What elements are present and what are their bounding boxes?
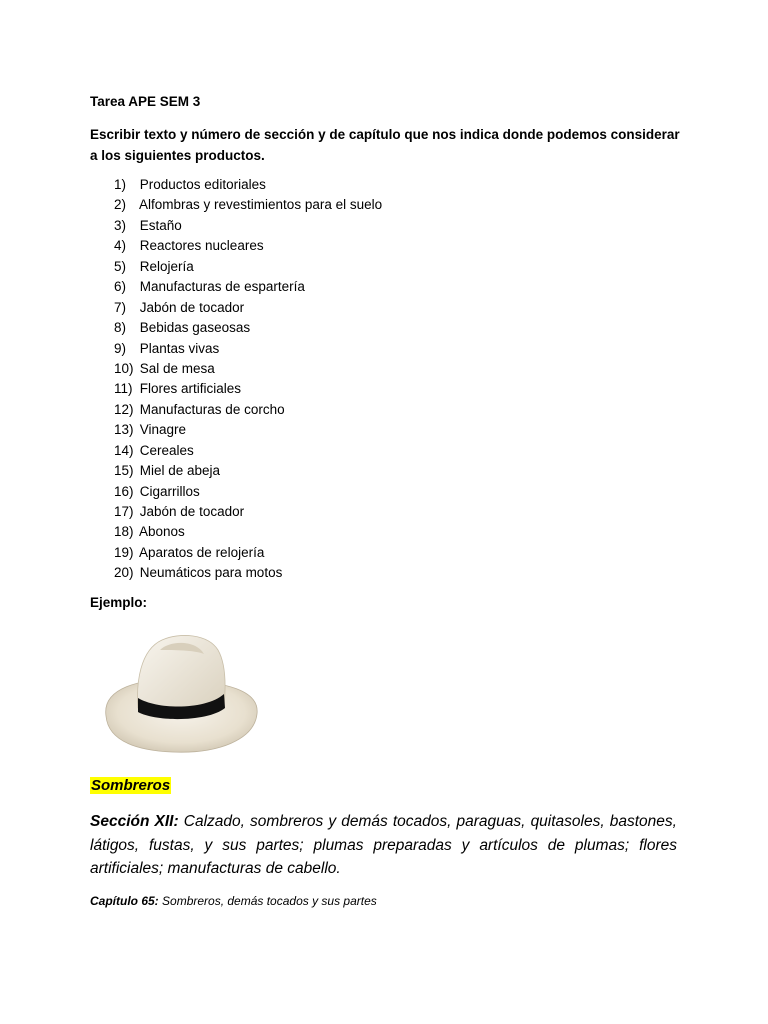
list-item	[114, 359, 382, 379]
list-item-label: Abonos	[139, 524, 185, 540]
chapter-description	[90, 894, 377, 908]
panama-hat-image	[100, 628, 262, 758]
list-item-number: 16)	[114, 483, 134, 499]
list-item-number: 5)	[114, 258, 127, 274]
section-text: Calzado, sombreros y demás tocados, paraguas, quitasoles, bastones, látigos, fustas, y sus partes; plumas preparadas y artículos de plumas; flores artificiales; manufacturas de cabello.	[90, 813, 677, 877]
list-item-number: 3)	[114, 217, 127, 233]
list-item-number: 18)	[114, 524, 134, 540]
list-item-label: Cereales	[139, 442, 194, 458]
list-item-label: Bebidas gaseosas	[139, 320, 251, 336]
list-item	[114, 441, 382, 461]
list-item-label: Jabón de tocador	[139, 299, 245, 315]
list-item-number: 8)	[114, 320, 127, 336]
list-item-number: 1)	[114, 177, 127, 192]
list-item	[114, 175, 382, 195]
list-item	[114, 277, 382, 297]
list-item-label: Reactores nucleares	[139, 238, 264, 254]
chapter-text: Sombreros, demás tocados y sus partes	[162, 894, 377, 908]
example-label: Ejemplo:	[90, 595, 148, 610]
list-item-number: 13)	[114, 422, 134, 438]
list-item-number: 15)	[114, 463, 134, 479]
chapter-label: Capítulo 65:	[90, 894, 159, 908]
list-item-number: 20)	[114, 565, 134, 581]
list-item-label: Manufacturas de espartería	[139, 279, 305, 295]
list-item	[114, 482, 382, 502]
list-item	[114, 318, 382, 338]
list-item-number: 19)	[114, 544, 134, 560]
list-item-number: 7)	[114, 299, 127, 315]
list-item-number: 17)	[114, 504, 134, 519]
list-item	[114, 502, 382, 522]
section-label: Sección XII:	[90, 813, 179, 830]
list-item	[114, 400, 382, 420]
list-item	[114, 339, 382, 359]
list-item-label: Jabón de tocador	[139, 504, 245, 519]
list-item	[114, 379, 382, 399]
list-item-number: 6)	[114, 279, 127, 295]
list-item	[114, 461, 382, 481]
list-item	[114, 257, 382, 277]
list-item	[114, 216, 382, 236]
section-description	[90, 810, 677, 881]
list-item-label: Manufacturas de corcho	[139, 401, 285, 417]
list-item	[114, 236, 382, 256]
list-item	[114, 563, 382, 583]
list-item-label: Sal de mesa	[139, 360, 215, 376]
list-item-number: 10)	[114, 360, 134, 376]
list-item-label: Miel de abeja	[139, 463, 221, 479]
instruction-text: Escribir texto y número de sección y de capítulo que nos indica donde podemos considerar a los siguientes productos.	[90, 127, 680, 163]
list-item	[114, 522, 382, 542]
document-title: Tarea APE SEM 3	[90, 94, 201, 109]
list-item-number: 2)	[114, 197, 127, 213]
list-item-label: Neumáticos para motos	[139, 565, 283, 581]
list-item-label: Cigarrillos	[139, 483, 200, 499]
list-item-number: 4)	[114, 238, 127, 254]
list-item-label: Plantas vivas	[139, 340, 220, 356]
list-item-number: 12)	[114, 401, 134, 417]
product-list	[114, 175, 382, 584]
list-item-number: 14)	[114, 442, 134, 458]
list-item-label: Estaño	[139, 217, 182, 233]
list-item-label: Relojería	[139, 258, 194, 274]
list-item-label: Flores artificiales	[139, 381, 242, 397]
list-item-number: 9)	[114, 340, 127, 356]
list-item	[114, 543, 382, 563]
list-item-number: 11)	[114, 381, 133, 397]
list-item-label: Alfombras y revestimientos para el suelo	[139, 197, 383, 213]
list-item	[114, 298, 382, 318]
list-item-label: Aparatos de relojería	[139, 544, 265, 560]
example-product-name: Sombreros	[91, 777, 171, 794]
list-item	[114, 195, 382, 215]
list-item-label: Vinagre	[139, 422, 187, 438]
list-item-label: Productos editoriales	[139, 177, 266, 192]
list-item	[114, 420, 382, 440]
